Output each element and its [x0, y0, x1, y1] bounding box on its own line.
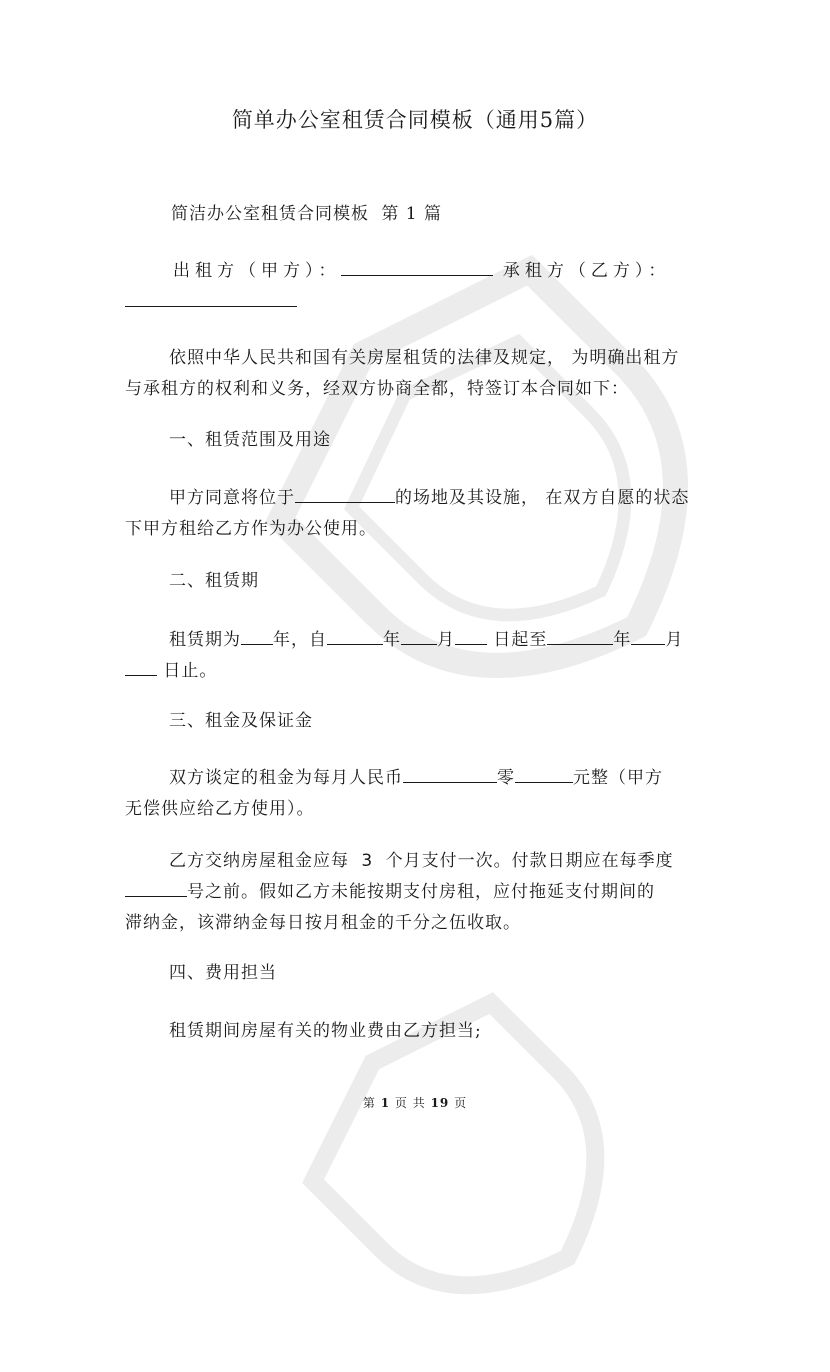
payment-day-blank [125, 878, 187, 897]
intro-line-1 [125, 343, 705, 374]
section-2-heading [125, 566, 705, 597]
section-3-heading-text: 三、租金及保证金 [169, 711, 313, 731]
subtitle-part: 第 1 篇 [381, 204, 443, 224]
end-year-blank [547, 626, 613, 645]
page-footer [0, 1094, 830, 1111]
payment-line-2 [125, 877, 705, 908]
sec2-text-b: 年，自 [273, 630, 327, 650]
section-2-line-2 [125, 656, 705, 687]
end-month-blank [631, 626, 665, 645]
section-1-line-2: 下甲方租给乙方作为办公使用。 [125, 519, 377, 539]
start-year-blank [327, 626, 383, 645]
section-4-heading-text: 四、费用担当 [169, 963, 277, 983]
lessee-label: 承租方（乙方）： [502, 261, 671, 281]
section-2-heading-text: 二、租赁期 [169, 571, 259, 591]
sec1-text-b: 的场地及其设施， 在双方自愿的状态 [395, 488, 690, 508]
rent-yuan-blank [515, 764, 573, 783]
pay-interval: 3 [361, 851, 374, 871]
start-day-blank [455, 626, 487, 645]
rent-amount-blank [403, 764, 497, 783]
payment-line-1 [125, 846, 705, 877]
footer-text-a: 第 [362, 1096, 376, 1110]
pay-text-c: 号之前。假如乙方未能按期支付房租，应付拖延支付期间的 [187, 882, 655, 902]
intro-text-1: 依照中华人民共和国有关房屋租赁的法律及规定， 为明确出租方 [169, 348, 680, 368]
pay-text-b: 个月支付一次。付款日期应在每季度 [385, 851, 674, 871]
footer-page-number: 1 [380, 1096, 391, 1110]
section-3-line-2: 无偿供应给乙方使用）。 [125, 799, 315, 819]
watermark-shield-bottom [258, 948, 682, 1372]
footer-total-pages: 19 [430, 1096, 450, 1110]
sec2-text-c: 年 [383, 630, 401, 650]
section-3-heading [125, 706, 705, 737]
sec3-text-a: 双方谈定的租金为每月人民币 [169, 768, 403, 788]
end-day-blank [125, 657, 157, 676]
footer-text-b: 页 共 [394, 1096, 426, 1110]
lessor-blank [341, 257, 493, 276]
sec1-text-a: 甲方同意将位于 [169, 488, 295, 508]
location-blank [295, 484, 395, 503]
sec2-text-f: 年 [613, 630, 632, 650]
section-4-line-1 [125, 1016, 705, 1047]
lessor-label: 出租方（甲方）： [173, 261, 341, 281]
pay-text-a: 乙方交纳房屋租金应每 [169, 851, 349, 871]
start-month-blank [401, 626, 437, 645]
sec4-text: 租赁期间房屋有关的物业费由乙方担当; [169, 1021, 482, 1041]
sec2-text-g: 月 [665, 630, 684, 650]
section-4-heading [125, 958, 705, 989]
lessee-blank [125, 288, 297, 307]
parties-line [125, 256, 705, 287]
sec2-text-h: 日止。 [157, 661, 218, 681]
sec2-text-d: 月 [437, 630, 455, 650]
section-1-heading [125, 425, 705, 456]
sec3-text-b: 零 [497, 768, 515, 788]
footer-text-c: 页 [454, 1096, 468, 1110]
lessee-blank-line [125, 287, 705, 318]
subtitle-text: 简洁办公室租赁合同模板 [171, 204, 369, 224]
section-2-line-1 [125, 625, 705, 656]
document-title: 简单办公室租赁合同模板（通用5篇） [231, 108, 599, 132]
intro-line-2: 与承租方的权利和义务，经双方协商全都，特签订本合同如下： [125, 379, 629, 399]
section-subtitle [125, 199, 705, 230]
section-3-line-1 [125, 763, 705, 794]
sec2-text-e: 日起至 [487, 630, 548, 650]
sec3-text-c: 元整（甲方 [573, 768, 663, 788]
sec2-text-a: 租赁期为 [169, 630, 241, 650]
section-1-line-1 [125, 483, 705, 514]
section-1-heading-text: 一、租赁范围及用途 [169, 430, 331, 450]
payment-line-3: 滞纳金，该滞纳金每日按月租金的千分之伍收取。 [125, 913, 521, 933]
years-blank [241, 626, 273, 645]
